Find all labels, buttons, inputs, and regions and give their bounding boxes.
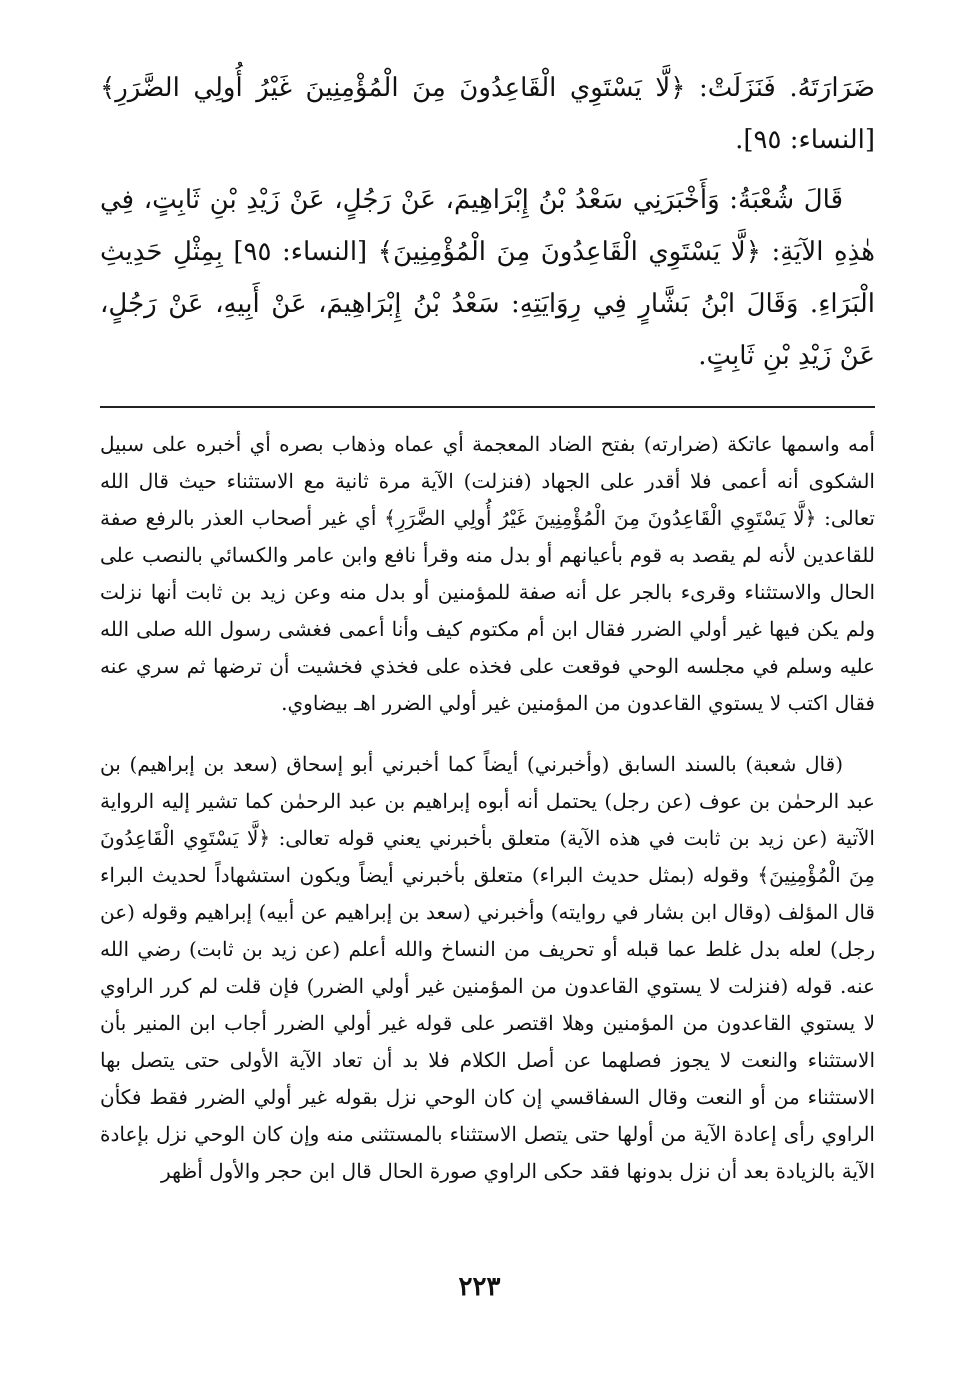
page-number: ٢٢٣: [458, 1272, 501, 1302]
hadith-paragraph-2: قَالَ شُعْبَةُ: وَأَخْبَرَنِي سَعْدُ بْنُ إِبْرَاهِيمَ، عَنْ رَجُلٍ، عَنْ زَيْدِ بْنِ ثَابِتٍ، فِي هٰذِهِ الآيَةِ: ﴿لَّا يَسْتَوِي الْقَاعِدُونَ مِنَ الْمُؤْمِنِينَ﴾ [النساء: ٩٥] بِمِثْلِ حَدِيثِ الْبَرَاءِ. وَقَالَ ابْنُ بَشَّارٍ فِي رِوَايَتِهِ: سَعْدُ بْنُ إِبْرَاهِيمَ، عَنْ أَبِيهِ، عَنْ رَجُلٍ، عَنْ زَيْدِ بْنِ ثَابِتٍ.: [100, 185, 875, 371]
footnote-separator: [100, 406, 875, 408]
commentary-paragraph-2: (قال شعبة) بالسند السابق (وأخبرني) أيضاً كما أخبرني أبو إسحاق (سعد بن إبراهيم) بن عبد الرحمٰن بن عوف (عن رجل) يحتمل أنه أبوه إبراهيم بن عبد الرحمٰن كما تشير إليه الرواية الآتية (عن زيد بن ثابت في هذه الآية) متعلق بأخبرني يعني قوله تعالى: ﴿لَّا يَسْتَوِي الْقَاعِدُونَ مِنَ الْمُؤْمِنِينَ﴾ وقوله (بمثل حديث البراء) متعلق بأخبرني أيضاً ويكون استشهاداً لحديث البراء قال المؤلف (وقال ابن بشار في روايته) وأخبرني (سعد بن إبراهيم عن أبيه) إبراهيم وقوله (عن رجل) لعله بدل غلط عما قبله أو تحريف من النساخ والله أعلم (عن زيد بن ثابت) رضي الله عنه. قوله (فنزلت لا يستوي القاعدون من المؤمنين غير أولي الضرر) فإن قلت لم كرر الراوي لا يستوي القاعدون من المؤمنين وهلا اقتصر على قوله غير أولي الضرر أجاب ابن المنير بأن الاستثناء والنعت لا يجوز فصلهما عن أصل الكلام فلا بد أن تعاد الآية الأولى حتى يتصل بها الاستثناء من أو النعت وقال السفاقسي إن كان الوحي نزل بقوله غير أولي الضرر فقط فكأن الراوي رأى إعادة الآية من أولها حتى يتصل الاستثناء بالمستثنى منه وإن كان الوحي نزل بإعادة الآية بالزيادة بعد أن نزل بدونها فقد حكى الراوي صورة الحال قال ابن حجر والأول أظهر: [100, 752, 875, 1183]
page-content: [100, 62, 875, 1190]
hadith-text: [100, 62, 875, 382]
hadith-line-1: ضَرَارَتَهُ. فَنَزَلَتْ: ﴿لَّا يَسْتَوِي الْقَاعِدُونَ مِنَ الْمُؤْمِنِينَ غَيْرُ أُولِي الضَّرَرِ﴾ [النساء: ٩٥].: [100, 73, 875, 155]
commentary-text: [100, 426, 875, 1190]
commentary-paragraph-1: أمه واسمها عاتكة (ضرارته) بفتح الضاد المعجمة أي عماه وذهاب بصره أي أخبره على سبيل الشكوى أنه أعمى فلا أقدر على الجهاد (فنزلت) الآية مرة ثانية مع الاستثناء حيث قال الله تعالى: ﴿لَّا يَسْتَوِي الْقَاعِدُونَ مِنَ الْمُؤْمِنِينَ غَيْرُ أُولِي الضَّرَرِ﴾ أي غير أصحاب العذر بالرفع صفة للقاعدين لأنه لم يقصد به قوم بأعيانهم أو بدل منه وقرأ نافع وابن عامر والكسائي بالنصب على الحال والاستثناء وقرىء بالجر عل أنه صفة للمؤمنين أو بدل منه وعن زيد بن ثابت أنها نزلت ولم يكن فيها غير أولي الضرر فقال ابن أم مكتوم كيف وأنا أعمى فغشى رسول الله صلى الله عليه وسلم في مجلسه الوحي فوقعت على فخذه على فخذي فخشيت أن ترضها ثم سري عنه فقال اكتب لا يستوي القاعدون من المؤمنين غير أولي الضرر اهـ بيضاوي.: [100, 432, 875, 715]
